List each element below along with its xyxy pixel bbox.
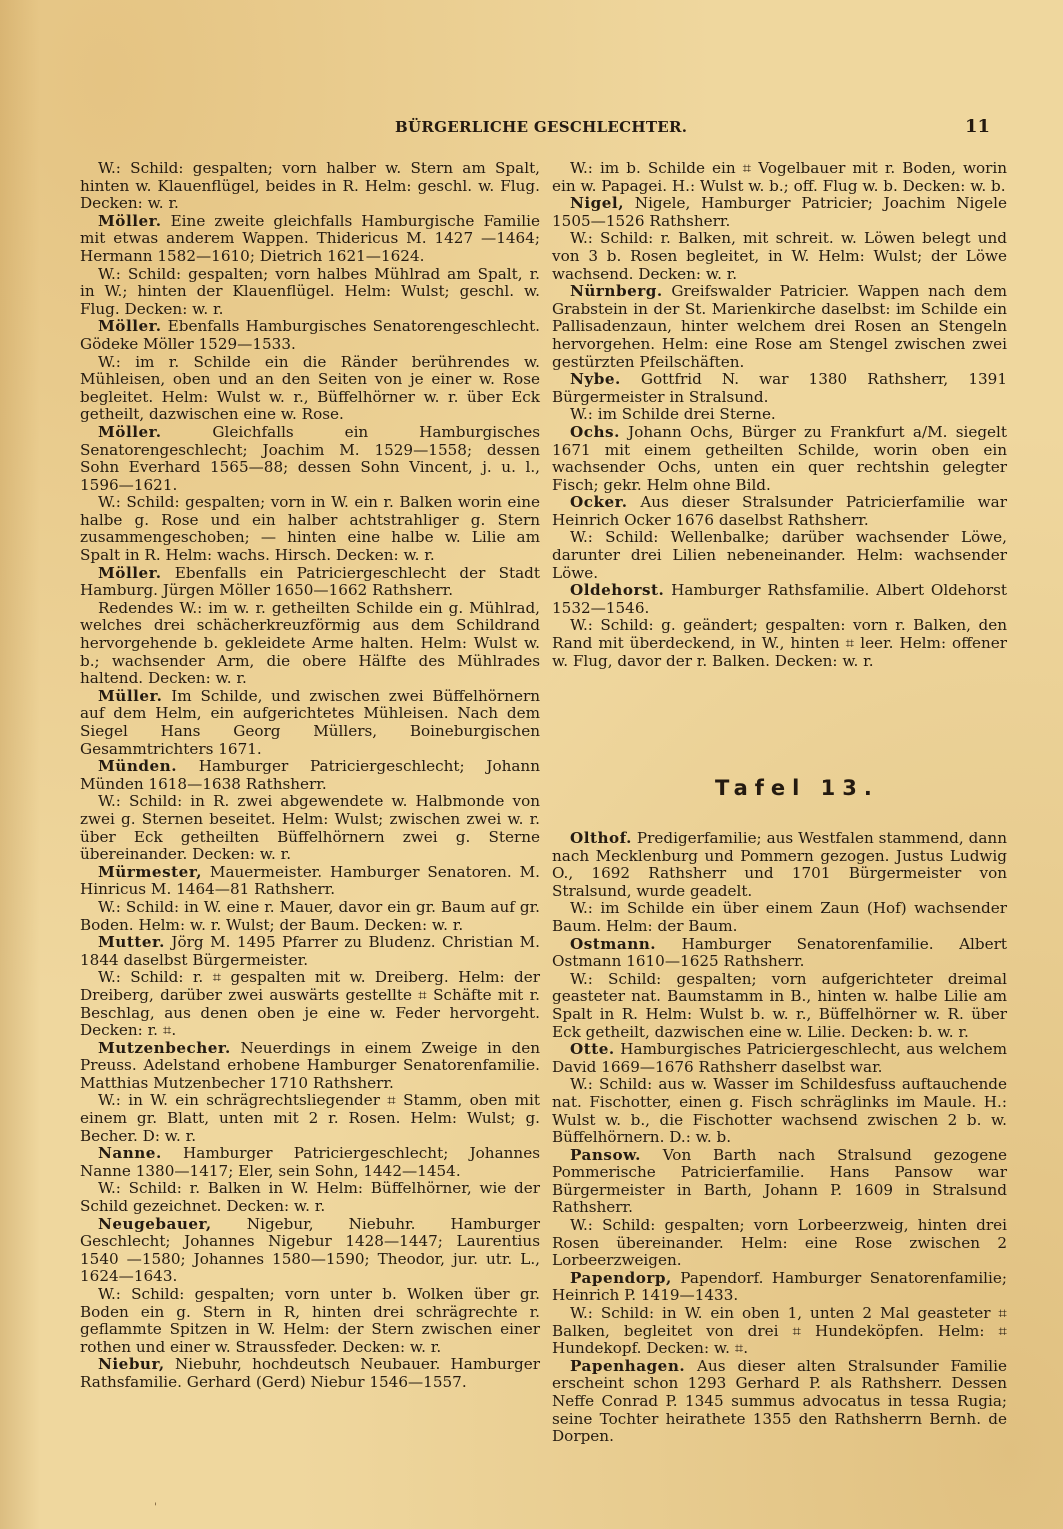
entry-text: Von Barth nach Stralsund gezogene Pommerische Patricierfamilie. Hans Pansow war Bürgermeister in Barth, Johann P. 1609 in Stralsund Rathsherr. <box>552 1145 1007 1217</box>
blazon-paragraph <box>80 354 540 424</box>
blazon-paragraph <box>80 494 540 564</box>
entry-paragraph <box>552 582 1007 617</box>
entry-paragraph <box>552 1270 1007 1305</box>
entry-text: Greifswalder Patricier. Wappen nach dem Grabstein in der St. Marienkirche daselbst: im Schilde ein Pallisadenzaun, hinter welchem drei Rosen an Stengeln hervorgehen. Helm: eine Rose am Stengel zwischen zwei gestürzten Pfeilschäften. <box>552 282 1007 371</box>
entry-text: Hamburger Patriciergeschlecht; Johann Münden 1618—1638 Rathsherr. <box>80 757 540 793</box>
entry-paragraph <box>80 688 540 758</box>
blazon-paragraph <box>552 900 1007 935</box>
family-name: Nybe. <box>570 370 621 389</box>
family-name: Mürmester, <box>98 862 202 881</box>
family-name: Pansow. <box>570 1145 641 1164</box>
ink-mark: ' <box>154 1502 157 1513</box>
family-name: Papendorp, <box>570 1268 672 1287</box>
family-name: Oldehorst. <box>570 581 665 600</box>
entry-text: W.: Schild: Wellenbalke; darüber wachsender Löwe, darunter drei Lilien nebeneinander. Helm: wachsender Löwe. <box>552 528 1007 582</box>
entry-text: Predigerfamilie; aus Westfalen stammend, dann nach Mecklenburg und Pommern gezogen. Justus Ludwig O., 1692 Rathsherr und 1701 Bürgermeister von Stralsund, wurde geadelt. <box>552 829 1007 900</box>
entry-text: W.: im Schilde drei Sterne. <box>570 405 776 424</box>
entry-text: Hamburger Senatorenfamilie. Albert Ostmann 1610—1625 Rathsherr. <box>552 934 1007 971</box>
entry-text: W.: Schild: gespalten; vorn unter b. Wolken über gr. Boden ein g. Stern in R, hinten drei schrägrechte r. geflammte Spitzen in W. Helm: der Stern zwischen einer rothen und einer w. Straussfeder. Decken: w. r. <box>80 1285 540 1356</box>
entry-text: Ebenfalls ein Patriciergeschlecht der Stadt Hamburg. Jürgen Möller 1650—1662 Rathsherr. <box>80 563 540 600</box>
blazon-paragraph <box>80 266 540 319</box>
family-name: Papenhagen. <box>570 1356 686 1375</box>
entry-paragraph <box>80 864 540 899</box>
entry-paragraph <box>552 1147 1007 1217</box>
entry-text: W.: im b. Schilde ein ⌗ Vogelbauer mit r. Boden, worin ein w. Papagei. H.: Wulst w. b.; off. Flug w. b. Decken: w. b. <box>552 159 1007 195</box>
running-header <box>300 118 1000 142</box>
family-name: Olthof. <box>570 829 632 847</box>
entry-text: W.: Schild: gespalten; vorn Lorbeerzweig, hinten drei Rosen übereinander. Helm: eine Rose zwischen 2 Lorbeerzweigen. <box>552 1216 1007 1270</box>
entry-text: Aus dieser alten Stralsunder Familie erscheint schon 1293 Gerhard P. als Rathsherr. Dessen Neffe Conrad P. 1345 summus advocatus in tessa Rugia; seine Tochter heirathete 1355 den Rathsherrn Bernh. de Dorpen. <box>552 1356 1007 1446</box>
family-name: Mutter. <box>98 933 165 952</box>
entry-paragraph <box>552 1041 1007 1076</box>
blazon-paragraph <box>552 529 1007 582</box>
plate-title: Tafel 13. <box>715 776 879 800</box>
entry-text: Nigele, Hamburger Patricier; Joachim Nigele 1505—1526 Rathsherr. <box>552 194 1007 230</box>
entry-paragraph <box>80 934 540 969</box>
family-name: Möller. <box>98 211 162 230</box>
family-name: Nigel, <box>570 194 624 213</box>
entry-paragraph <box>552 283 1007 371</box>
entry-text: Redendes W.: im w. r. getheilten Schilde ein g. Mühlrad, welches drei schächerkreuzförmig aus dem Schildrand hervorgehende b. gekleidete Arme halten. Helm: Wulst w. b.; wachsender Arm, die obere Hälfte des Mühlrades haltend. Decken: w. r. <box>80 598 540 688</box>
entry-paragraph <box>552 424 1007 494</box>
entry-text: Mauermeister. Hamburger Senatoren. M. Hinricus M. 1464—81 Rathsherr. <box>80 862 540 899</box>
family-name: Möller. <box>98 422 162 441</box>
entry-text: Gleichfalls ein Hamburgisches Senatorengeschlecht; Joachim M. 1529—1558; dessen Sohn Everhard 1565—88; dessen Sohn Vincent, j. u. l., 1596—1621. <box>80 422 540 494</box>
entry-text: Eine zweite gleichfalls Hamburgische Familie mit etwas anderem Wappen. Thidericus M. 1427 —1464; Hermann 1582—1610; Dietrich 1621—1624. <box>80 211 540 265</box>
entry-paragraph <box>552 830 1007 900</box>
entry-text: Papendorf. Hamburger Senatorenfamilie; Heinrich P. 1419—1433. <box>552 1268 1007 1305</box>
entry-text: Im Schilde, und zwischen zwei Büffelhörnern auf dem Helm, ein aufgerichtetes Mühleisen. Nach dem Siegel Hans Georg Müllers, Boineburgischen Gesammtrichters 1671. <box>80 686 540 758</box>
entry-paragraph <box>80 1040 540 1093</box>
entry-paragraph <box>80 318 540 353</box>
blazon-paragraph <box>552 1305 1007 1358</box>
blazon-paragraph <box>80 600 540 688</box>
entry-text: W.: Schild: r. Balken, mit schreit. w. Löwen belegt und von 3 b. Rosen begleitet, in W. Helm: Wulst; der Löwe wachsend. Decken: w. r. <box>552 229 1007 283</box>
entry-text: W.: Schild: g. geändert; gespalten: vorn r. Balken, den Rand mit überdeckend, in W., hinten ⌗ leer. Helm: offener w. Flug, davor der r. Balken. Decken: w. r. <box>552 616 1007 670</box>
entry-text: Neuerdings in einem Zweige in den Preuss. Adelstand erhobene Hamburger Senatorenfamilie. Matthias Mutzenbecher 1710 Rathsherr. <box>80 1038 540 1092</box>
entry-text: Gottfrid N. war 1380 Rathsherr, 1391 Bürgermeister in Stralsund. <box>552 370 1007 406</box>
blazon-paragraph <box>552 1076 1007 1146</box>
family-name: Münden. <box>98 757 178 776</box>
entry-text: Hamburger Rathsfamilie. Albert Oldehorst 1532—1546. <box>552 581 1007 617</box>
entry-text: Ebenfalls Hamburgisches Senatorengeschlecht. Gödeke Möller 1529—1533. <box>80 317 540 353</box>
right-column-top <box>552 160 1007 670</box>
blazon-paragraph <box>552 1217 1007 1270</box>
family-name: Ocker. <box>570 493 628 512</box>
family-name: Otte. <box>570 1040 615 1059</box>
blazon-paragraph <box>80 1180 540 1215</box>
entry-text: Nigebur, Niebuhr. Hamburger Geschlecht; Johannes Nigebur 1428—1447; Laurentius 1540 —1580; Johannes 1580—1590; Theodor, jur. utr. L., 1624—1643. <box>80 1214 540 1286</box>
right-column-bottom <box>552 830 1007 1446</box>
entry-paragraph <box>80 565 540 600</box>
entry-paragraph <box>80 213 540 266</box>
family-name: Neugebauer, <box>98 1214 212 1233</box>
entry-text: W.: in W. ein schrägrechtsliegender ⌗ Stamm, oben mit einem gr. Blatt, unten mit 2 r. Rosen. Helm: Wulst; g. Becher. D: w. r. <box>80 1091 540 1145</box>
blazon-paragraph <box>552 971 1007 1041</box>
entry-text: Hamburgisches Patriciergeschlecht, aus welchem David 1669—1676 Rathsherr daselbst war. <box>552 1040 1007 1076</box>
blazon-paragraph <box>80 793 540 863</box>
entry-text: W.: Schild: r. Balken in W. Helm: Büffelhörner, wie der Schild gezeichnet. Decken: w. r. <box>80 1179 540 1216</box>
blazon-paragraph <box>80 899 540 934</box>
entry-text: W.: Schild: r. ⌗ gespalten mit w. Dreiberg. Helm: der Dreiberg, darüber zwei auswärts gestellte ⌗ Schäfte mit r. Beschlag, aus denen oben je eine w. Feder hervorgeht. Decken: r. ⌗. <box>80 968 540 1040</box>
entry-paragraph <box>552 936 1007 971</box>
entry-paragraph <box>552 371 1007 406</box>
page-title: BÜRGERLICHE GESCHLECHTER. <box>395 118 688 136</box>
entry-text: Niebuhr, hochdeutsch Neubauer. Hamburger Rathsfamilie. Gerhard (Gerd) Niebur 1546—1557. <box>80 1355 540 1391</box>
family-name: Möller. <box>98 317 162 336</box>
entry-paragraph <box>80 1216 540 1286</box>
entry-text: W.: Schild: in R. zwei abgewendete w. Halbmonde von zwei g. Sternen beseitet. Helm: Wulst; zwischen zwei w. r. über Eck getheilten Büffelhörnern zwei g. Sterne übereinander. Decken: w. r. <box>80 792 540 864</box>
entry-text: W.: im r. Schilde ein die Ränder berührendes w. Mühleisen, oben und an den Seiten von je einer w. Rose begleitet. Helm: Wulst w. r., Büffelhörner w. r. über Eck getheilt, dazwischen eine w. Rose. <box>80 352 540 424</box>
entry-text: W.: Schild: gespalten; vorn halber w. Stern am Spalt, hinten w. Klauenflügel, beides in R. Helm: geschl. w. Flug. Decken: w. r. <box>80 159 540 213</box>
entry-paragraph <box>80 424 540 494</box>
entry-paragraph <box>552 1358 1007 1446</box>
entry-text: W.: Schild: gespalten; vorn halbes Mühlrad am Spalt, r. in W.; hinten der Klauenflügel. Helm: Wulst; geschl. w. Flug. Decken: w. r. <box>80 264 540 318</box>
entry-paragraph <box>80 758 540 793</box>
entry-text: Jörg M. 1495 Pfarrer zu Bludenz. Christian M. 1844 daselbst Bürgermeister. <box>80 933 540 969</box>
blazon-paragraph <box>80 160 540 213</box>
entry-text: W.: Schild: gespalten; vorn in W. ein r. Balken worin eine halbe g. Rose und ein halber achtstrahliger g. Stern zusammengeschoben; — hinten eine halbe w. Lilie am Spalt in R. Helm: wachs. Hirsch. Decken: w. r. <box>80 493 540 565</box>
blazon-paragraph <box>552 160 1007 195</box>
blazon-paragraph <box>552 230 1007 283</box>
blazon-paragraph <box>552 406 1007 424</box>
entry-text: W.: Schild: in W. eine r. Mauer, davor ein gr. Baum auf gr. Boden. Helm: w. r. Wulst; der Baum. Decken: w. r. <box>80 897 540 934</box>
page-number: 11 <box>964 116 990 137</box>
blazon-paragraph <box>80 1286 540 1356</box>
entry-paragraph <box>80 1145 540 1180</box>
entry-text: W.: Schild: in W. ein oben 1, unten 2 Mal geasteter ⌗ Balken, begleitet von drei ⌗ Hundeköpfen. Helm: ⌗ Hundekopf. Decken: w. ⌗. <box>552 1304 1007 1358</box>
entry-text: W.: Schild: gespalten; vorn aufgerichteter dreimal geasteter nat. Baumstamm in B., hinten w. halbe Lilie am Spalt in R. Helm: Wulst b. w. r., Büffelhörner w. R. über Eck getheilt, dazwischen eine w. Lilie. Decken: b. w. r. <box>552 969 1007 1041</box>
family-name: Mutzenbecher. <box>98 1038 231 1057</box>
blazon-paragraph <box>80 969 540 1039</box>
entry-text: Hamburger Patriciergeschlecht; Johannes Nanne 1380—1417; Eler, sein Sohn, 1442—1454. <box>80 1144 540 1180</box>
family-name: Müller. <box>98 686 163 705</box>
entry-paragraph <box>80 1356 540 1391</box>
blazon-paragraph <box>80 1092 540 1145</box>
family-name: Ochs. <box>570 422 620 441</box>
family-name: Möller. <box>98 563 162 582</box>
family-name: Nanne. <box>98 1144 162 1163</box>
entry-text: Aus dieser Stralsunder Patricierfamilie war Heinrich Ocker 1676 daselbst Rathsherr. <box>552 493 1007 529</box>
entry-paragraph <box>552 494 1007 529</box>
family-name: Nürnberg. <box>570 282 663 301</box>
blazon-paragraph <box>552 617 1007 670</box>
family-name: Niebur, <box>98 1355 165 1374</box>
entry-paragraph <box>552 195 1007 230</box>
entry-text: W.: Schild: aus w. Wasser im Schildesfuss auftauchende nat. Fischotter, einen g. Fisch schräglinks im Maule. H.: Wulst w. b., die Fischotter wachsend zwischen 2 b. w. Büffelhörnern. D.: w. b. <box>552 1075 1007 1147</box>
family-name: Ostmann. <box>570 934 657 953</box>
entry-text: W.: im Schilde ein über einem Zaun (Hof) wachsender Baum. Helm: der Baum. <box>552 899 1007 935</box>
entry-text: Johann Ochs, Bürger zu Frankfurt a/M. siegelt 1671 mit einem getheilten Schilde, worin oben ein wachsender Ochs, unten ein quer rechtshin gelegter Fisch; gekr. Helm ohne Bild. <box>552 422 1007 494</box>
left-column <box>80 160 540 1392</box>
